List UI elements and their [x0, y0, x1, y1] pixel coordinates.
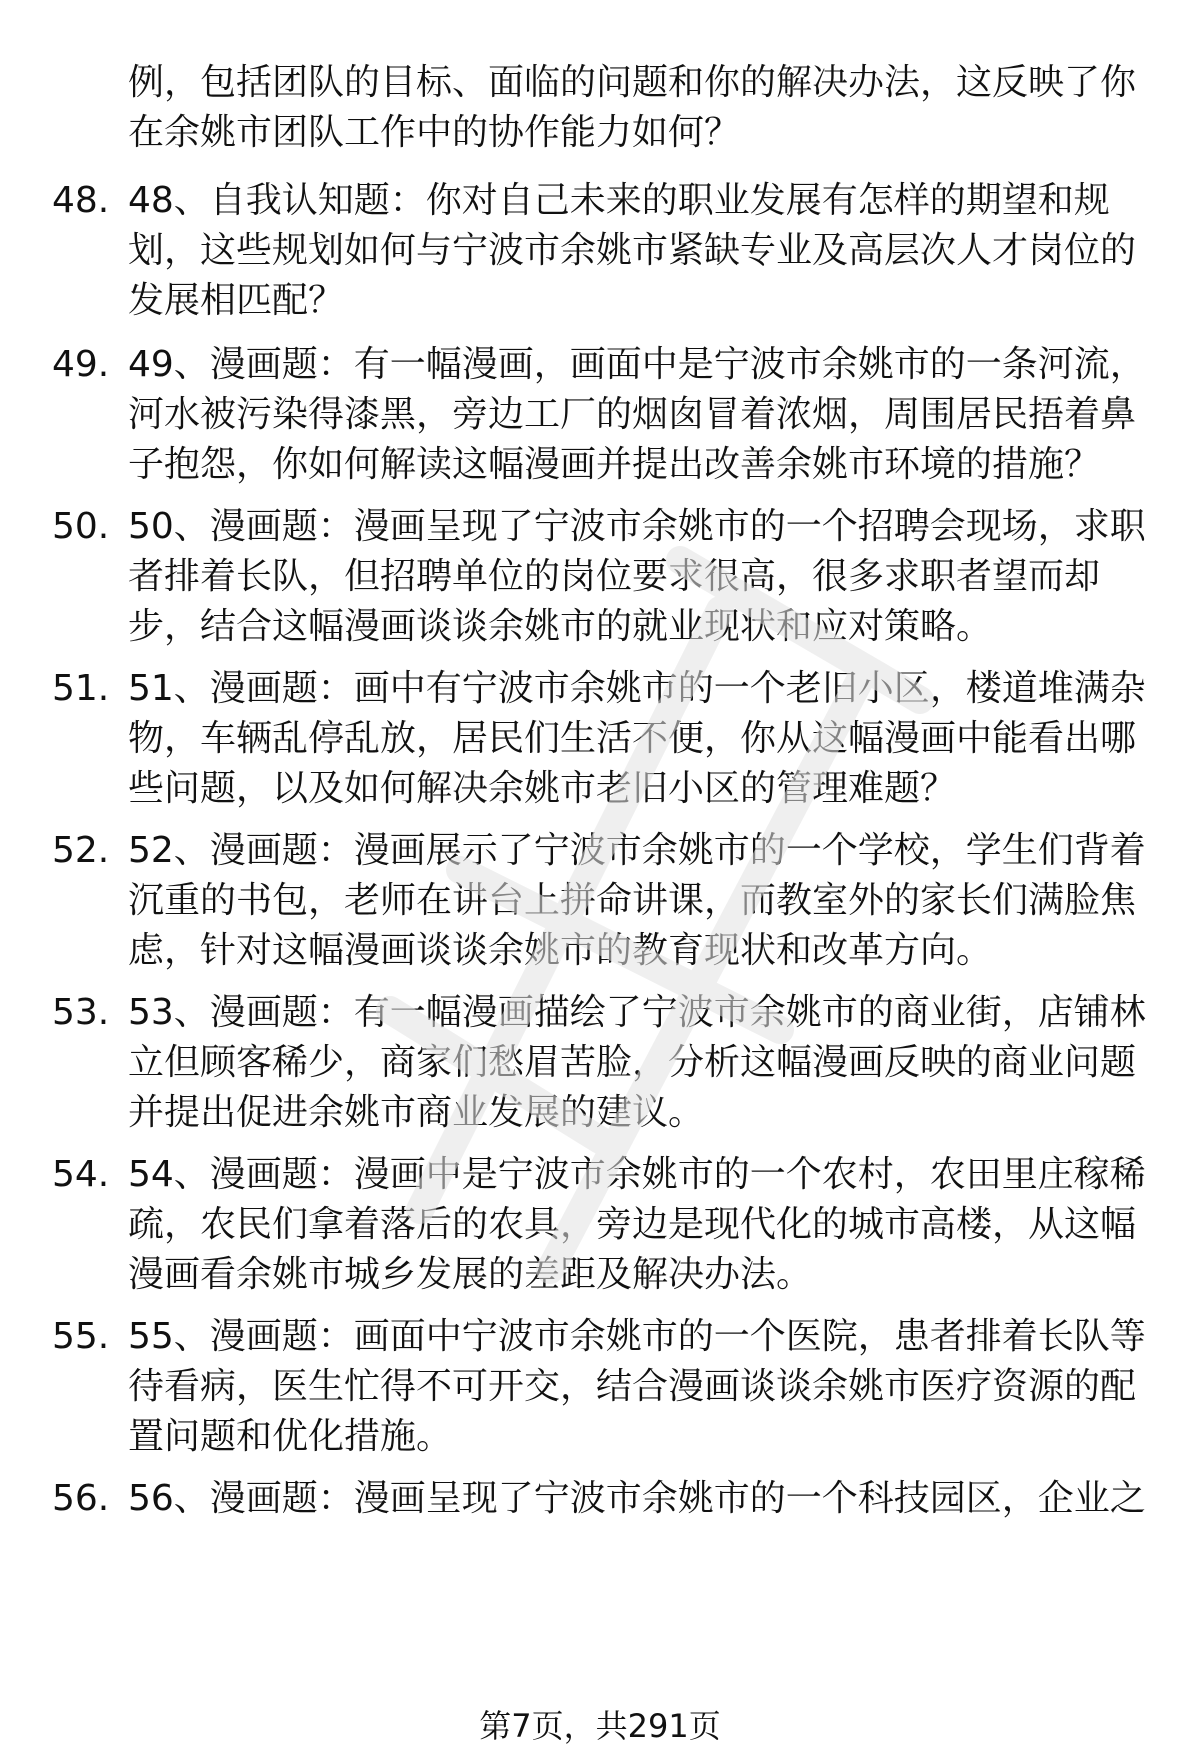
- question-item: [0, 1474, 1200, 1534]
- question-number: 48.: [52, 180, 110, 221]
- question-item: [0, 664, 1200, 814]
- page-footer: 第7页，共291页: [479, 1707, 721, 1745]
- question-text: 52、漫画题：漫画展示了宁波市余姚市的一个学校，学生们背着沉重的书包，老师在讲台上拼命讲课，而教室外的家长们满脸焦虑，针对这幅漫画谈谈余姚市的教育现状和改革方向。: [128, 830, 1146, 971]
- question-text: 49、漫画题：有一幅漫画，画面中是宁波市余姚市的一条河流，河水被污染得漆黑，旁边工厂的烟囱冒着浓烟，周围居民捂着鼻子抱怨，你如何解读这幅漫画并提出改善余姚市环境的措施？: [128, 344, 1146, 485]
- question-number: 52.: [52, 830, 110, 871]
- question-number: 56.: [52, 1478, 110, 1519]
- question-number: 54.: [52, 1154, 110, 1195]
- question-text: 56、漫画题：漫画呈现了宁波市余姚市的一个科技园区，企业之: [128, 1478, 1146, 1519]
- question-text: 50、漫画题：漫画呈现了宁波市余姚市的一个招聘会现场，求职者排着长队，但招聘单位的岗位要求很高，很多求职者望而却步，结合这幅漫画谈谈余姚市的就业现状和应对策略。: [128, 506, 1146, 647]
- question-number: 53.: [52, 992, 110, 1033]
- question-text: 55、漫画题：画面中宁波市余姚市的一个医院，患者排着长队等待看病，医生忙得不可开交，结合漫画谈谈余姚市医疗资源的配置问题和优化措施。: [128, 1316, 1146, 1457]
- question-item: [0, 176, 1200, 326]
- question-text: 54、漫画题：漫画中是宁波市余姚市的一个农村，农田里庄稼稀疏，农民们拿着落后的农具，旁边是现代化的城市高楼，从这幅漫画看余姚市城乡发展的差距及解决办法。: [128, 1154, 1146, 1295]
- question-text: 48、自我认知题：你对自己未来的职业发展有怎样的期望和规划，这些规划如何与宁波市余姚市紧缺专业及高层次人才岗位的发展相匹配？: [128, 180, 1137, 321]
- question-number: 50.: [52, 506, 110, 547]
- question-item: [0, 1150, 1200, 1300]
- continuation-text: 例，包括团队的目标、面临的问题和你的解决办法，这反映了你在余姚市团队工作中的协作能力如何？: [128, 62, 1137, 153]
- question-text: 51、漫画题：画中有宁波市余姚市的一个老旧小区，楼道堆满杂物，车辆乱停乱放，居民们生活不便，你从这幅漫画中能看出哪些问题，以及如何解决余姚市老旧小区的管理难题？: [128, 668, 1146, 809]
- question-number: 51.: [52, 668, 110, 709]
- question-item: [0, 502, 1200, 652]
- question-number: 55.: [52, 1316, 110, 1357]
- question-item: [0, 1312, 1200, 1462]
- question-item: [0, 826, 1200, 976]
- question-item: [0, 340, 1200, 490]
- question-item: [0, 988, 1200, 1138]
- question-text: 53、漫画题：有一幅漫画描绘了宁波市余姚市的商业街，店铺林立但顾客稀少，商家们愁眉苦脸，分析这幅漫画反映的商业问题并提出促进余姚市商业发展的建议。: [128, 992, 1146, 1133]
- question-number: 49.: [52, 344, 110, 385]
